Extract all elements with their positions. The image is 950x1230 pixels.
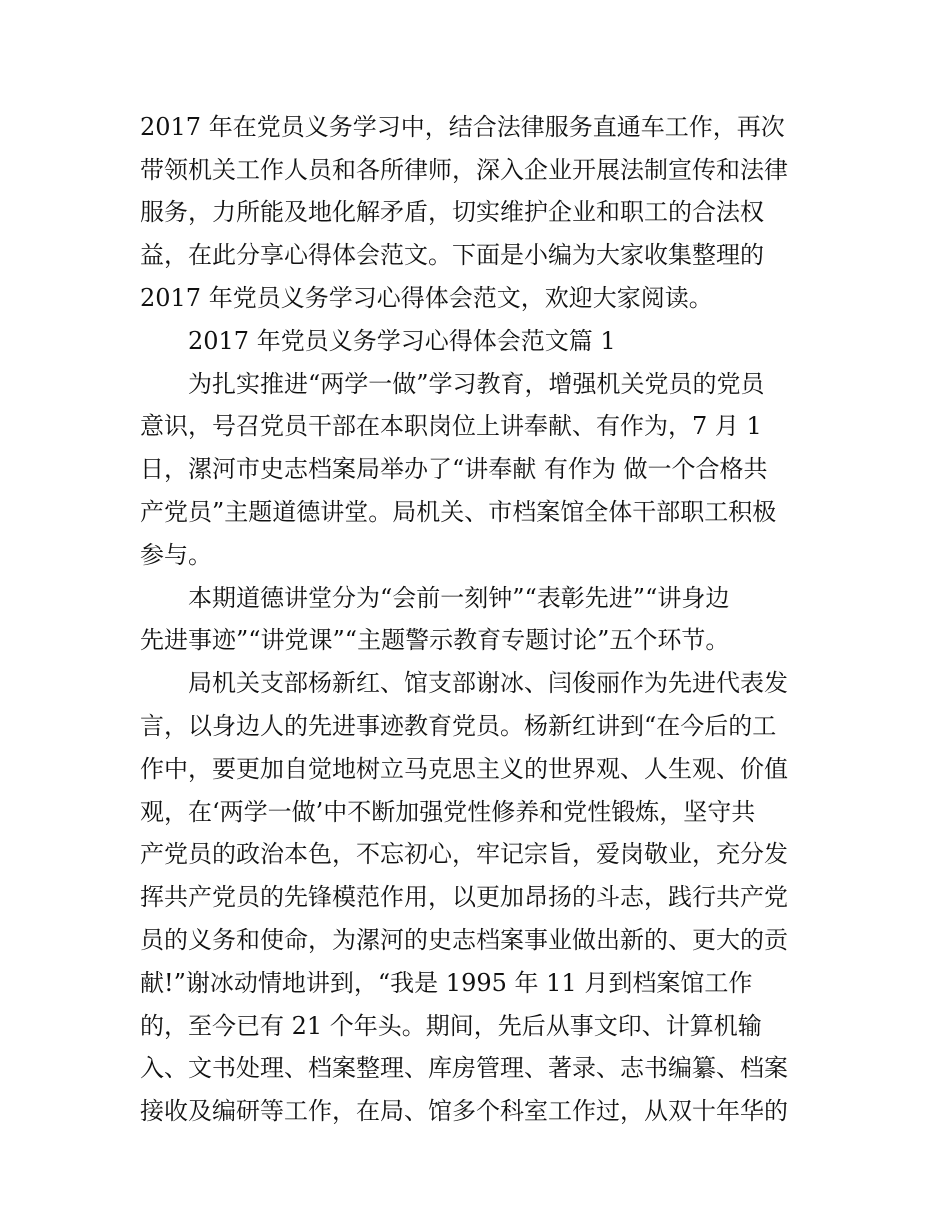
text-line: 员的义务和使命，为漯河的史志档案事业做出新的、更大的贡 xyxy=(140,926,788,954)
text-line: 入、文书处理、档案整理、库房管理、著录、志书编纂、档案 xyxy=(140,1054,788,1082)
text-line: 日，漯河市史志档案局举办了“讲奉献 有作为 做一个合格共 xyxy=(140,455,768,483)
text-line: 益，在此分享心得体会范文。下面是小编为大家收集整理的 xyxy=(140,241,764,269)
text-line: 带领机关工作人员和各所律师，深入企业开展法制宣传和法律 xyxy=(140,156,788,184)
text-line: 献!”谢冰动情地讲到，“我是 1995 年 11 月到档案馆工作 xyxy=(140,969,753,997)
text-line: 作中，要更加自觉地树立马克思主义的世界观、人生观、价值 xyxy=(140,755,788,783)
section-heading: 2017 年党员义务学习心得体会范文篇 1 xyxy=(188,327,616,355)
text-line: 挥共产党员的先锋模范作用，以更加昂扬的斗志，践行共产党 xyxy=(140,883,788,911)
text-line: 观，在‘两学一做’中不断加强党性修养和党性锻炼，坚守共 xyxy=(140,798,756,826)
text-line: 言，以身边人的先进事迹教育党员。杨新红讲到“在今后的工 xyxy=(140,712,777,740)
text-line: 2017 年党员义务学习心得体会范文，欢迎大家阅读。 xyxy=(140,284,713,312)
text-line: 参与。 xyxy=(140,541,212,569)
text-line: 2017 年在党员义务学习中，结合法律服务直通车工作，再次 xyxy=(140,113,785,141)
text-line: 的，至今已有 21 个年头。期间，先后从事文印、计算机输 xyxy=(140,1012,762,1040)
text-line: 产党员”主题道德讲堂。局机关、市档案馆全体干部职工积极 xyxy=(140,498,777,526)
text-line: 接收及编研等工作，在局、馆多个科室工作过，从双十年华的 xyxy=(140,1097,788,1125)
text-line: 服务，力所能及地化解矛盾，切实维护企业和职工的合法权 xyxy=(140,198,764,226)
text-line: 本期道德讲堂分为“会前一刻钟”“表彰先进”“讲身边 xyxy=(188,584,730,612)
text-line: 局机关支部杨新红、馆支部谢冰、闫俊丽作为先进代表发 xyxy=(188,669,788,697)
text-line: 意识，号召党员干部在本职岗位上讲奉献、有作为，7 月 1 xyxy=(140,412,762,440)
text-line: 为扎实推进“两学一做”学习教育，增强机关党员的党员 xyxy=(188,370,765,398)
text-line: 先进事迹”“讲党课”“主题警示教育专题讨论”五个环节。 xyxy=(140,626,730,654)
text-line: 产党员的政治本色，不忘初心，牢记宗旨，爱岗敬业，充分发 xyxy=(140,840,788,868)
